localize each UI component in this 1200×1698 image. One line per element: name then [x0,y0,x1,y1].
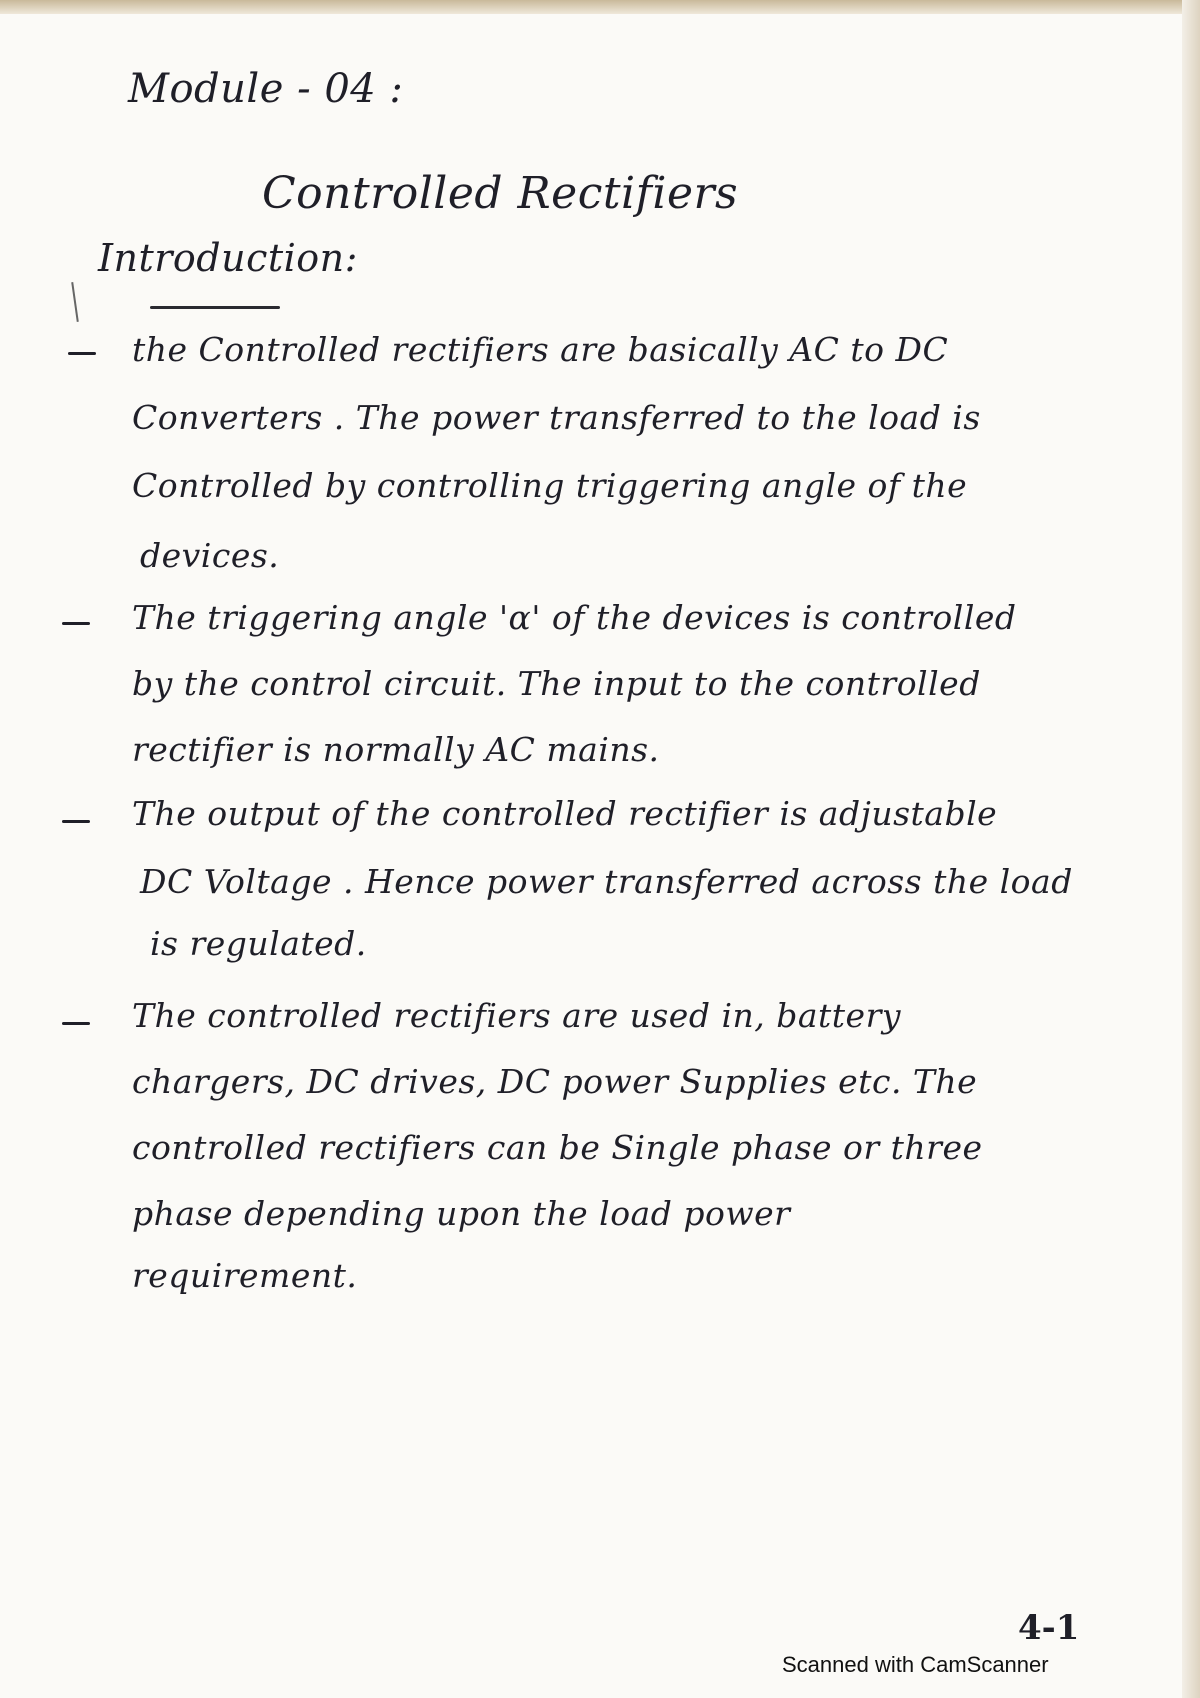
paragraph-4-line-5: requirement. [132,1256,358,1295]
margin-mark [71,282,79,322]
section-title: Introduction: [98,236,358,280]
bullet-dash [62,820,90,823]
module-title: Module - 04 : [128,66,404,112]
paragraph-4-line-4: phase depending upon the load power [132,1194,791,1233]
paragraph-4-line-2: chargers, DC drives, DC power Supplies etc. The [132,1062,978,1101]
page-number: 4-1 [1018,1608,1080,1648]
paragraph-4-line-1: The controlled rectifiers are used in, battery [132,996,901,1035]
paragraph-2-line-3: rectifier is normally AC mains. [132,730,660,769]
paragraph-1-line-1: the Controlled rectifiers are basically AC to DC [132,330,949,369]
paragraph-3-line-1: The output of the controlled rectifier is adjustable [132,794,998,833]
paragraph-4-line-3: controlled rectifiers can be Single phase or three [132,1128,983,1167]
paragraph-3-line-3: is regulated. [150,924,367,963]
section-title-underline [150,306,280,309]
paragraph-3-line-2: DC Voltage . Hence power transferred across the load [140,862,1073,901]
paragraph-1-line-3: Controlled by controlling triggering angle of the [132,466,968,505]
paragraph-1-line-2: Converters . The power transferred to the load is [132,398,981,437]
paragraph-1-line-4: devices. [140,536,280,575]
paragraph-2-line-1: The triggering angle 'α' of the devices is controlled [132,598,1017,637]
bullet-dash [62,622,90,625]
page-heading: Controlled Rectifiers [262,168,739,219]
paragraph-2-line-2: by the control circuit. The input to the controlled [132,664,981,703]
scanner-watermark: Scanned with CamScanner [782,1652,1049,1677]
bullet-dash [68,352,96,355]
bullet-dash [62,1022,90,1025]
